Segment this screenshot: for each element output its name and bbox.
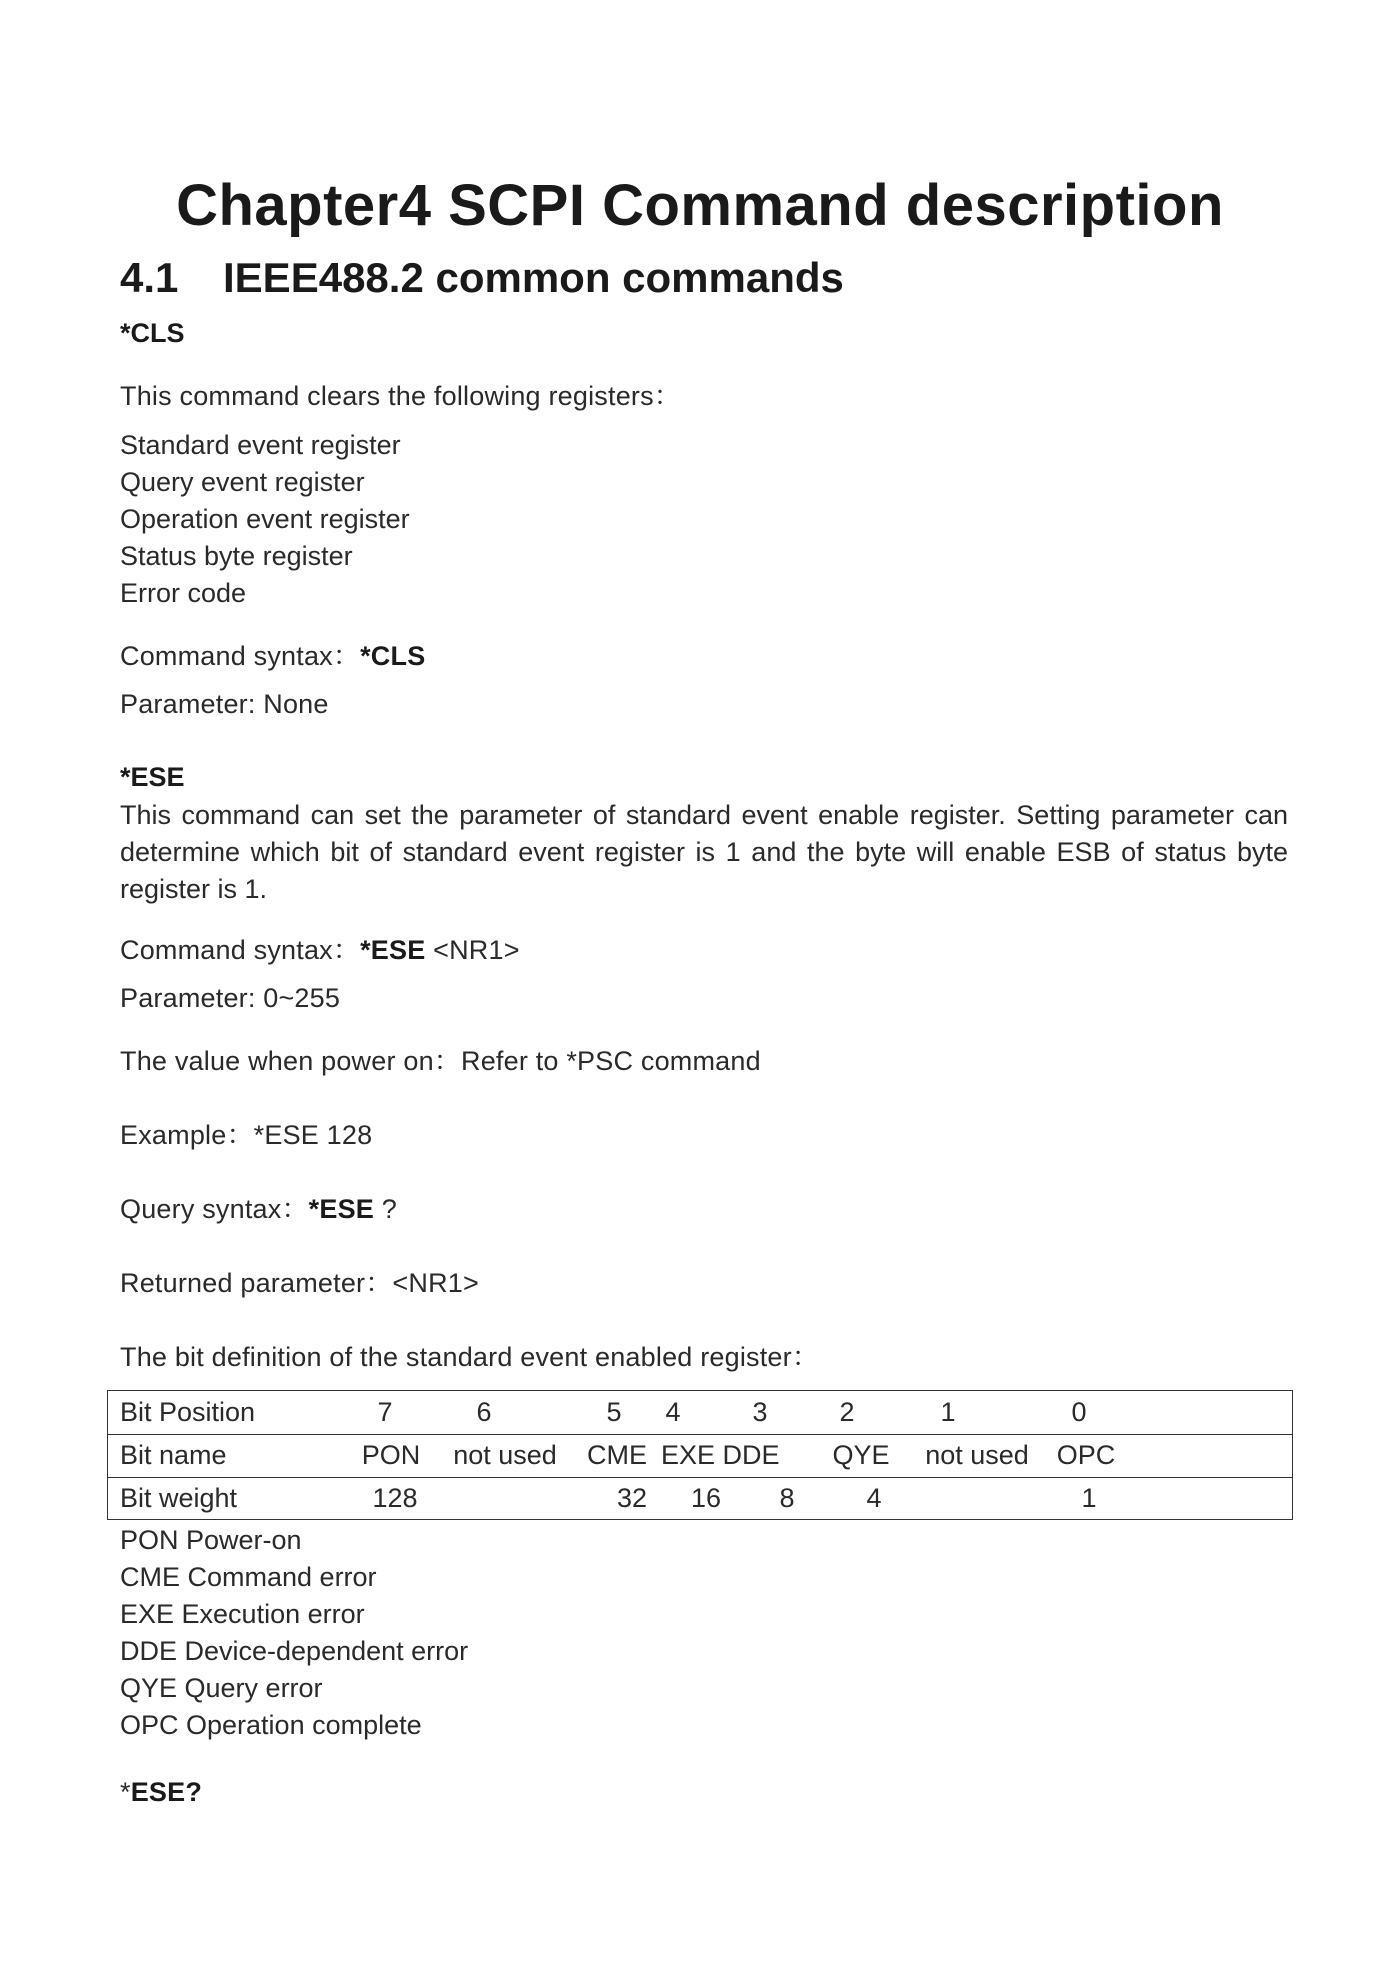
- cls-parameter: Parameter: None: [120, 689, 329, 719]
- row-label-bit-name: Bit name: [120, 1440, 227, 1470]
- ese-query-heading: [120, 1777, 202, 1808]
- table-row: [108, 1477, 1292, 1520]
- cls-syntax-command: *CLS: [360, 641, 426, 671]
- chapter-title: Chapter4 SCPI Command description: [176, 173, 1224, 238]
- ese-syntax-label: Command syntax：: [120, 935, 361, 965]
- table-cell: 128: [372, 1483, 418, 1513]
- cls-intro: This command clears the following registers：: [120, 381, 682, 411]
- list-item: Error code: [120, 578, 247, 608]
- table-cell: 16: [690, 1483, 722, 1513]
- cls-heading: *CLS: [120, 318, 185, 348]
- table-cell: 4: [665, 1397, 681, 1427]
- ese-parameter: Parameter: 0~255: [120, 983, 341, 1013]
- table-cell: 2: [839, 1397, 855, 1427]
- ese-query-heading-text: ESE?: [130, 1777, 203, 1807]
- ese-query-command: *ESE: [308, 1194, 375, 1224]
- table-row: [108, 1391, 1292, 1435]
- table-cell: PON: [361, 1440, 421, 1470]
- table-cell: not used: [925, 1440, 1029, 1470]
- list-item: Query event register: [120, 467, 365, 497]
- ese-query-heading-prefix: *: [120, 1777, 131, 1807]
- cls-register-list: [120, 427, 410, 612]
- ese-syntax-argument: <NR1>: [425, 935, 520, 965]
- table-cell: 7: [377, 1397, 393, 1427]
- ese-query-suffix: ?: [374, 1194, 397, 1224]
- list-item: Status byte register: [120, 541, 353, 571]
- table-cell: 1: [940, 1397, 956, 1427]
- table-cell: QYE: [832, 1440, 890, 1470]
- ese-returned-parameter: Returned parameter：<NR1>: [120, 1268, 479, 1298]
- cls-syntax: [120, 634, 425, 673]
- row-label-bit-position: Bit Position: [120, 1397, 256, 1427]
- table-cell: 4: [866, 1483, 882, 1513]
- list-item: OPC Operation complete: [120, 1710, 422, 1740]
- ese-heading: *ESE: [120, 762, 185, 792]
- table-cell: OPC: [1056, 1440, 1116, 1470]
- table-cell: 32: [616, 1483, 648, 1513]
- list-item: EXE Execution error: [120, 1599, 365, 1629]
- ese-power-on: The value when power on：Refer to *PSC command: [120, 1046, 761, 1076]
- bit-definition-table: [107, 1390, 1293, 1520]
- ese-syntax-command: *ESE: [360, 935, 426, 965]
- table-cell: 1: [1081, 1483, 1097, 1513]
- table-cell: not used: [453, 1440, 557, 1470]
- list-item: QYE Query error: [120, 1673, 323, 1703]
- ese-syntax: [120, 928, 520, 967]
- list-item: DDE Device-dependent error: [120, 1636, 469, 1666]
- table-cell: EXE: [660, 1440, 716, 1470]
- abbreviation-list: [120, 1522, 468, 1744]
- table-cell: DDE: [722, 1440, 780, 1470]
- row-label-bit-weight: Bit weight: [120, 1483, 238, 1513]
- list-item: Operation event register: [120, 504, 410, 534]
- table-cell: 6: [476, 1397, 492, 1427]
- ese-example: Example：*ESE 128: [120, 1120, 373, 1150]
- list-item: Standard event register: [120, 430, 401, 460]
- section-number: 4.1: [120, 254, 179, 301]
- list-item: CME Command error: [120, 1562, 377, 1592]
- table-cell: 0: [1071, 1397, 1087, 1427]
- list-item: PON Power-on: [120, 1525, 302, 1555]
- cls-syntax-label: Command syntax：: [120, 641, 361, 671]
- table-row: [108, 1434, 1292, 1478]
- table-cell: 5: [606, 1397, 622, 1427]
- ese-query-syntax: [120, 1187, 397, 1226]
- ese-bit-definition-intro: The bit definition of the standard event enabled register：: [120, 1342, 820, 1372]
- section-title: [120, 254, 844, 302]
- ese-query-label: Query syntax：: [120, 1194, 309, 1224]
- ese-description: This command can set the parameter of standard event enable register. Setting parameter can determine which bit of standard event register is 1 and the byte will enable ESB of status byte register is 1.: [120, 800, 1288, 904]
- table-cell: 8: [779, 1483, 795, 1513]
- table-cell: 3: [752, 1397, 768, 1427]
- table-cell: CME: [587, 1440, 647, 1470]
- section-title-text: IEEE488.2 common commands: [223, 254, 844, 301]
